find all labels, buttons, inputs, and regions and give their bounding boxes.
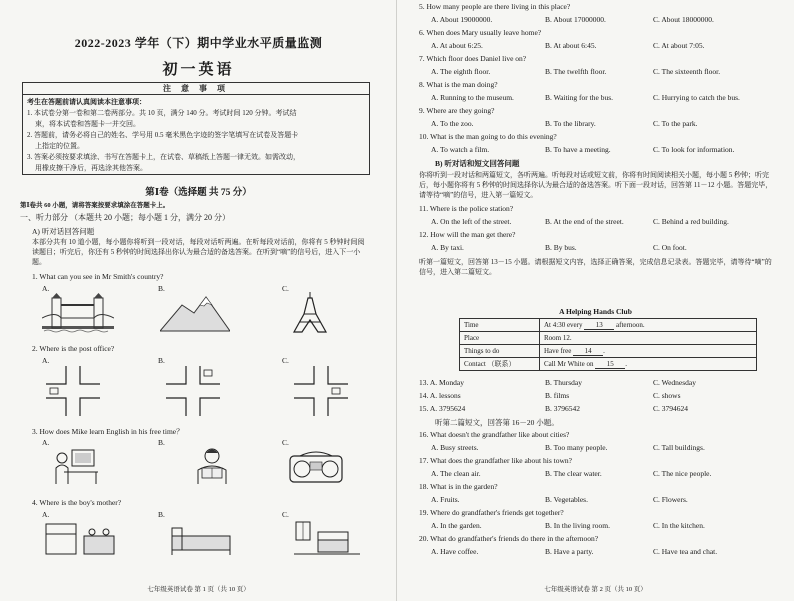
part-b-instructions: 你将听到一段对话和两篇短文，各听两遍。听每段对话或短文前，你将有时间阅读相关小题，每小题 5 秒钟；听完后，每小题你将有 5 秒钟的时间选择你认为最合适的备选答案。听下面一段对话，回答第 11－12 小题。答题完毕，请等待“嘀”的信号，进入第一篇短文。 <box>419 171 773 199</box>
option-b: B. At the end of the street. <box>545 217 624 226</box>
row-text: Room 12. <box>544 334 572 342</box>
option-a: A. Running to the museum. <box>431 93 514 102</box>
section-heading: 第Ⅰ卷（选择题 共 75 分） <box>145 188 252 198</box>
mountain-picture <box>160 293 230 333</box>
option-c: C. Hurrying to catch the bus. <box>653 93 740 102</box>
option-a: A. Fruits. <box>431 495 460 504</box>
row-text: Call Mr White on <box>544 359 594 368</box>
notice-title: 注 意 事 项 <box>23 83 369 95</box>
table-row <box>460 345 757 358</box>
option-b: B. 3796542 <box>545 404 581 413</box>
notice-line: 上指定的位置。 <box>35 142 84 150</box>
option-a: A. On the left of the street. <box>431 217 512 226</box>
listening-part-heading: 一、听力部分 （本题共 20 小题；每小题 1 分，满分 20 分） <box>20 213 230 222</box>
row-text: afternoon. <box>616 320 645 329</box>
notice-line: 2. 答题前，请务必将自己的姓名、学号用 0.5 毫米黑色字迹的签字笔填写在试卷及答题卡 <box>27 131 299 139</box>
option-c: C. About 18000000. <box>653 15 714 24</box>
table-row <box>460 358 757 371</box>
question-8: 8. What is the man doing? <box>419 80 498 89</box>
option-a: A. To the zoo. <box>431 119 474 128</box>
option-c: C. The nice people. <box>653 469 712 478</box>
question-6: 6. When does Mary usually leave home? <box>419 28 542 37</box>
option-a: A. About 19000000. <box>431 15 493 24</box>
exam-page-2 <box>397 0 794 601</box>
option-c: C. The sixteenth floor. <box>653 67 721 76</box>
section-note: 第Ⅰ卷共 60 小题，请将答案按要求填涂在答题卡上。 <box>20 202 170 209</box>
option-b: B. Waiting for the bus. <box>545 93 614 102</box>
option-c: C. To the park. <box>653 119 698 128</box>
street-map-c-picture <box>294 366 348 416</box>
option-c: C. Tall buildings. <box>653 443 705 452</box>
option-c-label: C. <box>282 438 289 447</box>
option-b-label: B. <box>158 356 165 365</box>
question-1: 1. What can you see in Mr Smith's country? <box>32 272 164 281</box>
question-18: 18. What is in the garden? <box>419 482 498 491</box>
option-b: B. About 17000000. <box>545 15 606 24</box>
option-b: B. By bus. <box>545 243 577 252</box>
question-9: 9. Where are they going? <box>419 106 495 115</box>
eiffel-tower-picture <box>290 292 330 334</box>
option-a: A. By taxi. <box>431 243 464 252</box>
question-12: 12. How will the man get there? <box>419 230 516 239</box>
option-c: C. At about 7:05. <box>653 41 705 50</box>
tower-bridge-picture <box>42 293 114 333</box>
option-a: 13. A. Monday <box>419 378 464 387</box>
row-label: Place <box>460 332 540 345</box>
notice-line: 3. 答案必须按要求填涂、书写在答题卡上，在试卷、草稿纸上答题一律无效。如需改动， <box>27 153 300 161</box>
row-value <box>540 319 757 332</box>
subject-title: 初一英语 <box>162 62 235 78</box>
option-a: 15. A. 3795624 <box>419 404 466 413</box>
row-text: Have free <box>544 346 572 355</box>
club-info-table <box>459 318 757 371</box>
question-5: 5. How many people are there living in this place? <box>419 2 571 11</box>
option-c-label: C. <box>282 356 289 365</box>
radio-picture <box>288 450 344 484</box>
option-b: B. Thursday <box>545 378 582 387</box>
option-a: A. The clean air. <box>431 469 481 478</box>
row-value <box>540 345 757 358</box>
option-a: A. At about 6:25. <box>431 41 483 50</box>
notice-line: 束，将本试卷和答题卡一并交回。 <box>35 120 140 128</box>
row-value <box>540 332 757 345</box>
question-17: 17. What does the grandfather like about his town? <box>419 456 572 465</box>
option-b: B. films <box>545 391 570 400</box>
notice-line: 考生在答题前请认真阅读本注意事项： <box>27 98 146 106</box>
exam-title: 2022-2023 学年（下）期中学业水平质量监测 <box>74 36 323 50</box>
notice-line: 用橡皮擦干净后，再选涂其他答案。 <box>35 164 147 172</box>
part-a-instructions: 本部分共有 10 道小题，每小题你将听到一段对话，每段对话听两遍。在听每段对话前，你将有 5 秒钟时间阅读题目；听完后，你还有 5 秒钟的时间选择出你认为最合适的备选答案。在听到“嘀”的信号后，进入下一小题。 <box>32 238 365 266</box>
boy-reading-picture <box>188 446 238 486</box>
option-b: B. The clear water. <box>545 469 602 478</box>
row-text: . <box>625 359 627 368</box>
option-a: A. To watch a film. <box>431 145 490 154</box>
answer-blank: 15 <box>595 360 625 369</box>
option-c: C. shows <box>653 391 681 400</box>
page-1-footer: 七年级英语试卷 第 1 页（共 10 页） <box>147 586 250 593</box>
option-b: B. At about 6:45. <box>545 41 597 50</box>
option-b: B. To have a meeting. <box>545 145 611 154</box>
option-a: A. In the garden. <box>431 521 482 530</box>
option-c: C. Behind a red building. <box>653 217 729 226</box>
question-19: 19. Where do grandfather's friends get together? <box>419 508 564 517</box>
question-10: 10. What is the man going to do this evening? <box>419 132 557 141</box>
option-b: B. The twelfth floor. <box>545 67 607 76</box>
option-c-label: C. <box>282 510 289 519</box>
question-3: 3. How does Mike learn English in his free time？ <box>32 427 184 436</box>
option-a: A. Busy streets. <box>431 443 479 452</box>
option-c-label: C. <box>282 284 289 293</box>
option-b-label: B. <box>158 510 165 519</box>
notice-body <box>23 95 369 176</box>
passage-1-instructions: 听第一篇短文，回答第 13－15 小题。请根据短文内容，选择正确答案，完成信息记录表。答题完毕，请等待“嘀”的信号，进入第二篇短文。 <box>419 258 772 276</box>
part-b-heading: B) 听对话和短文回答问题 <box>435 159 520 168</box>
option-b: B. Vegetables. <box>545 495 588 504</box>
answer-blank: 13 <box>584 321 614 330</box>
option-c: C. Wednesday <box>653 378 697 387</box>
row-label: Contact （联系） <box>460 358 540 371</box>
street-map-b-picture <box>166 366 220 416</box>
club-table-title: A Helping Hands Club <box>559 307 632 316</box>
option-c: C. In the kitchen. <box>653 521 705 530</box>
living-room-picture <box>292 518 362 556</box>
question-7: 7. Which floor does Daniel live on? <box>419 54 527 63</box>
row-text: At 4:30 every <box>544 320 583 329</box>
question-20: 20. What do grandfather's friends do there in the afternoon? <box>419 534 599 543</box>
option-a: A. The eighth floor. <box>431 67 491 76</box>
page-2-footer: 七年级英语试卷 第 2 页（共 10 页） <box>544 586 647 593</box>
table-row <box>460 319 757 332</box>
option-b: B. To the library. <box>545 119 596 128</box>
row-label: Time <box>460 319 540 332</box>
option-c: C. Flowers. <box>653 495 688 504</box>
passage-2-instructions: 听第二篇短文，回答第 16－20 小题。 <box>435 418 559 427</box>
question-16: 16. What doesn't the grandfather like about cities? <box>419 430 570 439</box>
option-b-label: B. <box>158 438 165 447</box>
option-c: C. To look for information. <box>653 145 735 154</box>
option-a-label: A. <box>42 438 50 447</box>
question-11: 11. Where is the police station? <box>419 204 514 213</box>
option-b: B. Too many people. <box>545 443 608 452</box>
row-text: . <box>603 346 605 355</box>
row-label: Things to do <box>460 345 540 358</box>
option-c: C. Have tea and chat. <box>653 547 718 556</box>
option-a-label: A. <box>42 284 50 293</box>
question-2: 2. Where is the post office? <box>32 344 115 353</box>
option-b-label: B. <box>158 284 165 293</box>
street-map-a-picture <box>46 366 100 416</box>
option-a: 14. A. lessons <box>419 391 461 400</box>
row-value <box>540 358 757 371</box>
notice-box <box>22 82 370 175</box>
table-row <box>460 332 757 345</box>
option-a-label: A. <box>42 510 50 519</box>
option-a: A. Have coffee. <box>431 547 479 556</box>
option-b: B. Have a party. <box>545 547 594 556</box>
bedroom-picture <box>166 520 240 556</box>
option-c: C. 3794624 <box>653 404 689 413</box>
boy-at-computer-picture <box>50 446 110 486</box>
option-c: C. On foot. <box>653 243 687 252</box>
option-a-label: A. <box>42 356 50 365</box>
kitchen-picture <box>44 518 118 556</box>
question-4: 4. Where is the boy's mother? <box>32 498 122 507</box>
part-a-heading: A) 听对话回答问题 <box>32 227 95 236</box>
option-b: B. In the living room. <box>545 521 610 530</box>
notice-line: 1. 本试卷分第一卷和第二卷两部分。共 10 页，满分 140 分。考试时间 120 分钟。考试结 <box>27 109 297 117</box>
answer-blank: 14 <box>573 347 603 356</box>
